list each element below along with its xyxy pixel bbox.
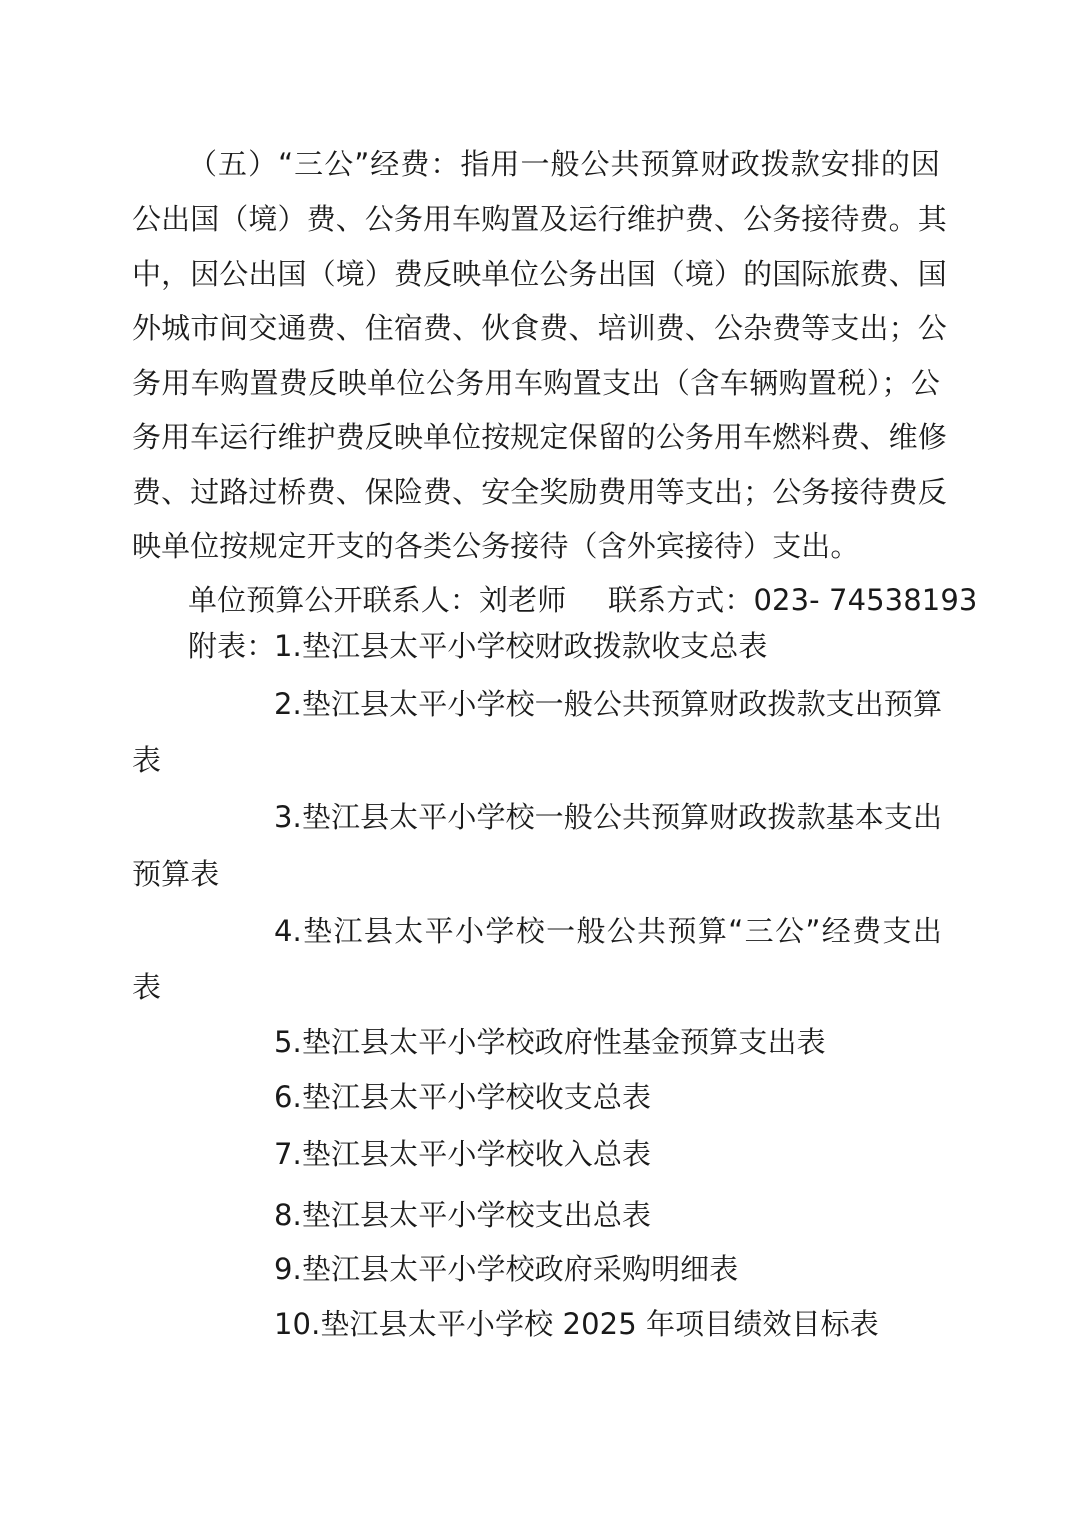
attachment-item-continued: 表: [132, 743, 162, 777]
paragraph-line: 公出国（境）费、公务用车购置及运行维护费、公务接待费。其: [132, 202, 947, 236]
attachments-label: 附表：: [188, 629, 276, 663]
paragraph-line: 费、过路过桥费、保险费、安全奖励费用等支出；公务接待费反: [132, 475, 947, 509]
attachment-item: 6.垫江县太平小学校收支总表: [274, 1080, 652, 1114]
attachment-item: 5.垫江县太平小学校政府性基金预算支出表: [274, 1025, 826, 1059]
attachment-item: 8.垫江县太平小学校支出总表: [274, 1198, 652, 1232]
contact-method: 联系方式：023- 74538193: [608, 583, 978, 617]
attachment-item: 2.垫江县太平小学校一般公共预算财政拨款支出预算: [274, 687, 943, 721]
attachment-item: 4.垫江县太平小学校一般公共预算“三公”经费支出: [274, 914, 942, 948]
attachment-item: 7.垫江县太平小学校收入总表: [274, 1137, 652, 1171]
paragraph-line: （五）“三公”经费：指用一般公共预算财政拨款安排的因: [188, 147, 940, 181]
paragraph-line: 中，因公出国（境）费反映单位公务出国（境）的国际旅费、国: [132, 257, 947, 291]
attachment-item: 9.垫江县太平小学校政府采购明细表: [274, 1252, 739, 1286]
paragraph-line: 务用车运行维护费反映单位按规定保留的公务用车燃料费、维修: [132, 420, 947, 454]
attachment-item: 10.垫江县太平小学校 2025 年项目绩效目标表: [274, 1307, 879, 1341]
contact-person: 单位预算公开联系人：刘老师: [188, 583, 567, 617]
attachment-item-continued: 表: [132, 970, 162, 1004]
paragraph-line: 映单位按规定开支的各类公务接待（含外宾接待）支出。: [132, 529, 860, 563]
attachment-item-continued: 预算表: [132, 857, 220, 891]
attachment-item: 3.垫江县太平小学校一般公共预算财政拨款基本支出: [274, 800, 943, 834]
paragraph-line: 外城市间交通费、住宿费、伙食费、培训费、公杂费等支出；公: [132, 311, 947, 345]
paragraph-line: 务用车购置费反映单位公务用车购置支出（含车辆购置税）；公: [132, 366, 940, 400]
attachment-item: 1.垫江县太平小学校财政拨款收支总表: [274, 629, 768, 663]
